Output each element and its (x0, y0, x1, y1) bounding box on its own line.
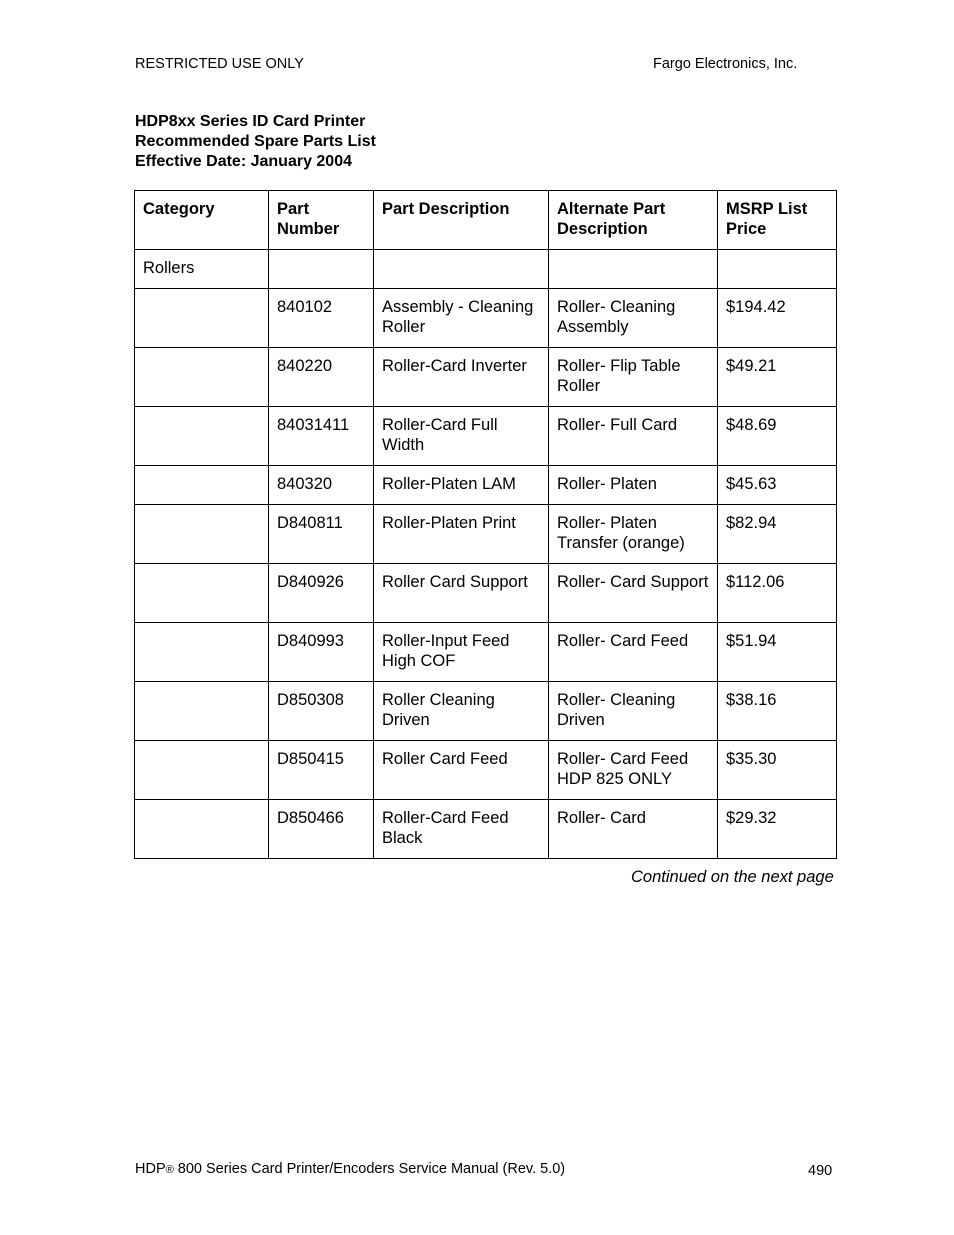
part-number-cell: D840926 (269, 564, 374, 623)
footer-manual-prefix: HDP (135, 1161, 166, 1177)
price-cell: $35.30 (718, 741, 837, 800)
category-cell (135, 741, 269, 800)
alternate-description-cell: Roller- Full Card (549, 407, 718, 466)
alternate-description-cell: Roller- Card Feed (549, 623, 718, 682)
empty-cell (374, 250, 549, 289)
alternate-description-cell: Roller- Platen (549, 466, 718, 505)
column-header-part-number: Part Number (269, 191, 374, 250)
part-description-cell: Roller Card Support (374, 564, 549, 623)
part-number-cell: D850415 (269, 741, 374, 800)
category-cell (135, 682, 269, 741)
alternate-description-cell: Roller- Card (549, 800, 718, 859)
category-cell (135, 623, 269, 682)
part-number-cell: 840320 (269, 466, 374, 505)
part-description-cell: Roller Cleaning Driven (374, 682, 549, 741)
header-company-name: Fargo Electronics, Inc. (653, 56, 798, 72)
part-number-cell: D840811 (269, 505, 374, 564)
page-number: 490 (808, 1163, 833, 1179)
part-number-cell: D840993 (269, 623, 374, 682)
registered-trademark-symbol: ® (165, 1164, 174, 1176)
document-subtitle: Recommended Spare Parts List (135, 133, 376, 150)
part-description-cell: Roller-Platen LAM (374, 466, 549, 505)
category-row (135, 250, 837, 289)
price-cell: $112.06 (718, 564, 837, 623)
part-description-cell: Roller-Platen Print (374, 505, 549, 564)
column-header-part-description: Part Description (374, 191, 549, 250)
table-row (135, 741, 837, 800)
empty-cell (269, 250, 374, 289)
category-cell (135, 505, 269, 564)
price-cell: $49.21 (718, 348, 837, 407)
category-cell (135, 348, 269, 407)
alternate-description-cell: Roller- Cleaning Driven (549, 682, 718, 741)
part-description-cell: Roller-Card Feed Black (374, 800, 549, 859)
price-cell: $48.69 (718, 407, 837, 466)
alternate-description-cell: Roller- Platen Transfer (orange) (549, 505, 718, 564)
document-title-block (135, 112, 376, 172)
table-row (135, 800, 837, 859)
part-description-cell: Roller-Card Full Width (374, 407, 549, 466)
category-cell (135, 564, 269, 623)
empty-cell (718, 250, 837, 289)
part-number-cell: D850308 (269, 682, 374, 741)
part-number-cell: 84031411 (269, 407, 374, 466)
part-description-cell: Roller-Input Feed High COF (374, 623, 549, 682)
footer-manual-suffix: 800 Series Card Printer/Encoders Service Manual (Rev. 5.0) (173, 1161, 566, 1177)
part-number-cell: 840220 (269, 348, 374, 407)
alternate-description-cell: Roller- Card Support (549, 564, 718, 623)
document-title: HDP8xx Series ID Card Printer (135, 113, 366, 130)
table-row (135, 564, 837, 623)
table-row (135, 682, 837, 741)
table-row (135, 505, 837, 564)
empty-cell (549, 250, 718, 289)
column-header-category: Category (135, 191, 269, 250)
table-row (135, 466, 837, 505)
category-cell (135, 289, 269, 348)
alternate-description-cell: Roller- Cleaning Assembly (549, 289, 718, 348)
price-cell: $29.32 (718, 800, 837, 859)
table-header-row (135, 191, 837, 250)
price-cell: $38.16 (718, 682, 837, 741)
price-cell: $45.63 (718, 466, 837, 505)
table-row (135, 623, 837, 682)
price-cell: $51.94 (718, 623, 837, 682)
alternate-description-cell: Roller- Card Feed HDP 825 ONLY (549, 741, 718, 800)
table-row (135, 289, 837, 348)
price-cell: $194.42 (718, 289, 837, 348)
category-cell: Rollers (135, 250, 269, 289)
part-description-cell: Assembly - Cleaning Roller (374, 289, 549, 348)
header-restricted-notice: RESTRICTED USE ONLY (135, 56, 304, 72)
part-description-cell: Roller-Card Inverter (374, 348, 549, 407)
column-header-alternate-description: Alternate Part Description (549, 191, 718, 250)
part-description-cell: Roller Card Feed (374, 741, 549, 800)
table-row (135, 407, 837, 466)
price-cell: $82.94 (718, 505, 837, 564)
part-number-cell: 840102 (269, 289, 374, 348)
category-cell (135, 800, 269, 859)
effective-date: Effective Date: January 2004 (135, 153, 352, 170)
column-header-msrp-price: MSRP List Price (718, 191, 837, 250)
category-cell (135, 407, 269, 466)
category-cell (135, 466, 269, 505)
alternate-description-cell: Roller- Flip Table Roller (549, 348, 718, 407)
table-row (135, 348, 837, 407)
continued-note: Continued on the next page (631, 868, 834, 886)
footer-manual-title (135, 1161, 565, 1177)
part-number-cell: D850466 (269, 800, 374, 859)
spare-parts-table (134, 190, 837, 859)
